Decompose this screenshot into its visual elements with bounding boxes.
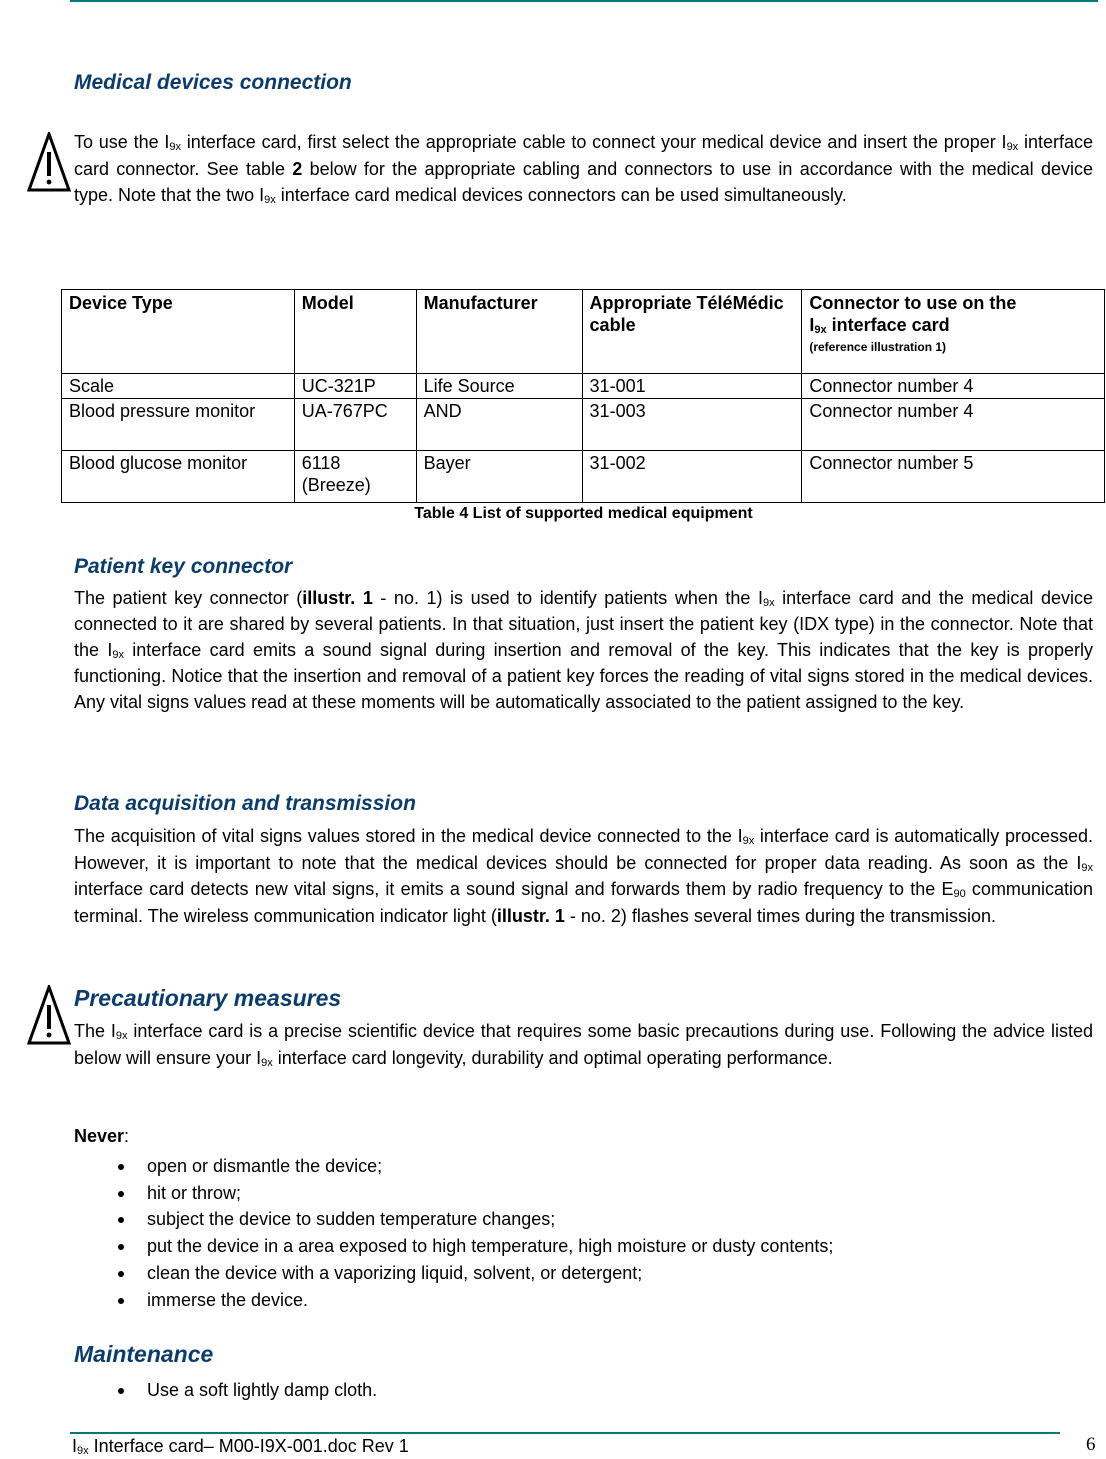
footer-document-name: $I_{9x}$ Interface card– M00-I9X-001.doc Rev 1 <box>72 1436 409 1457</box>
list-item: subject the device to sudden temperature changes; <box>74 1206 833 1233</box>
header-model: Model <box>294 290 416 374</box>
table-row: Blood glucose monitor 6118 (Breeze) Bayer 31-002 Connector number 5 <box>62 451 1105 503</box>
footer-rule <box>70 1432 1060 1434</box>
heading-data-acquisition: Data acquisition and transmission <box>74 792 416 815</box>
warning-triangle-icon <box>27 132 71 194</box>
header-manufacturer: Manufacturer <box>416 290 582 374</box>
never-label: Never: <box>74 1126 130 1146</box>
list-item: immerse the device. <box>74 1287 833 1314</box>
table-row: Scale UC-321P Life Source 31-001 Connector number 4 <box>62 374 1105 399</box>
supported-equipment-table <box>61 289 1105 503</box>
list-item: open or dismantle the device; <box>74 1153 833 1180</box>
header-cable: Appropriate TéléMédic cable <box>582 290 802 374</box>
list-item: put the device in a area exposed to high temperature, high moisture or dusty contents; <box>74 1233 833 1260</box>
medical-devices-intro: To use the $I_{9x}$ interface card, first select the appropriate cable to connect your medical device and insert the proper $I_{9x}$ interface card connector. See table 2 below for the appropriate cabling and connectors to use in accordance with the medical device type. Note that the two $I_{9x}$ interface card medical devices connectors can be used simultaneously. <box>74 132 1094 206</box>
header-device-type: Device Type <box>62 290 295 374</box>
list-item: clean the device with a vaporizing liquid, solvent, or detergent; <box>74 1260 833 1287</box>
list-item: Use a soft lightly damp cloth. <box>74 1377 377 1404</box>
header-rule <box>70 0 1098 2</box>
heading-maintenance: Maintenance <box>74 1341 214 1367</box>
table-row: Blood pressure monitor UA-767PC AND 31-003 Connector number 4 <box>62 399 1105 451</box>
heading-patient-key-connector: Patient key connector <box>74 555 293 578</box>
warning-triangle-icon <box>27 985 71 1047</box>
header-connector: Connector to use on the $I_{9x}$ interface card (reference illustration 1) <box>802 290 1105 374</box>
precautions-paragraph: The $I_{9x}$ interface card is a precise scientific device that requires some basic precautions during use. Following the advice listed below will ensure your $I_{9x}$ interface card longevity, durability and optimal operating performance. <box>74 1021 1093 1069</box>
page-number: 6 <box>1086 1434 1096 1455</box>
table-caption: Table 4 List of supported medical equipment <box>414 505 753 522</box>
never-list <box>74 1153 833 1313</box>
list-item: hit or throw; <box>74 1180 833 1207</box>
table-header-row <box>62 290 1105 374</box>
maintenance-list <box>74 1377 377 1404</box>
heading-precautionary-measures: Precautionary measures <box>74 985 342 1011</box>
heading-medical-devices-connection: Medical devices connection <box>74 71 352 94</box>
data-acquisition-paragraph: The acquisition of vital signs values stored in the medical device connected to the $I_{9x}$ interface card is automatically processed. However, it is important to note that the medical devices should be connected for proper data reading. As soon as the $I_{9x}$ interface card detects new vital signs, it emits a sound signal and forwards them by radio frequency to the $E_{90}$ communication terminal. The wireless communication indicator light (illustr. 1 - no. 2) flashes several times during the transmission. <box>74 826 1093 926</box>
patient-key-paragraph: The patient key connector (illustr. 1 - no. 1) is used to identify patients when the $I_{9x}$ interface card and the medical device connected to it are shared by several patients. In that situation, just insert the patient key (IDX type) in the connector. Note that the $I_{9x}$ interface card emits a sound signal during insertion and removal of the key. This indicates that the key is properly functioning. Notice that the insertion and removal of a patient key forces the reading of vital signs stored in the medical devices. Any vital signs values read at these moments will be automatically associated to the patient assigned to the key. <box>74 588 1094 712</box>
